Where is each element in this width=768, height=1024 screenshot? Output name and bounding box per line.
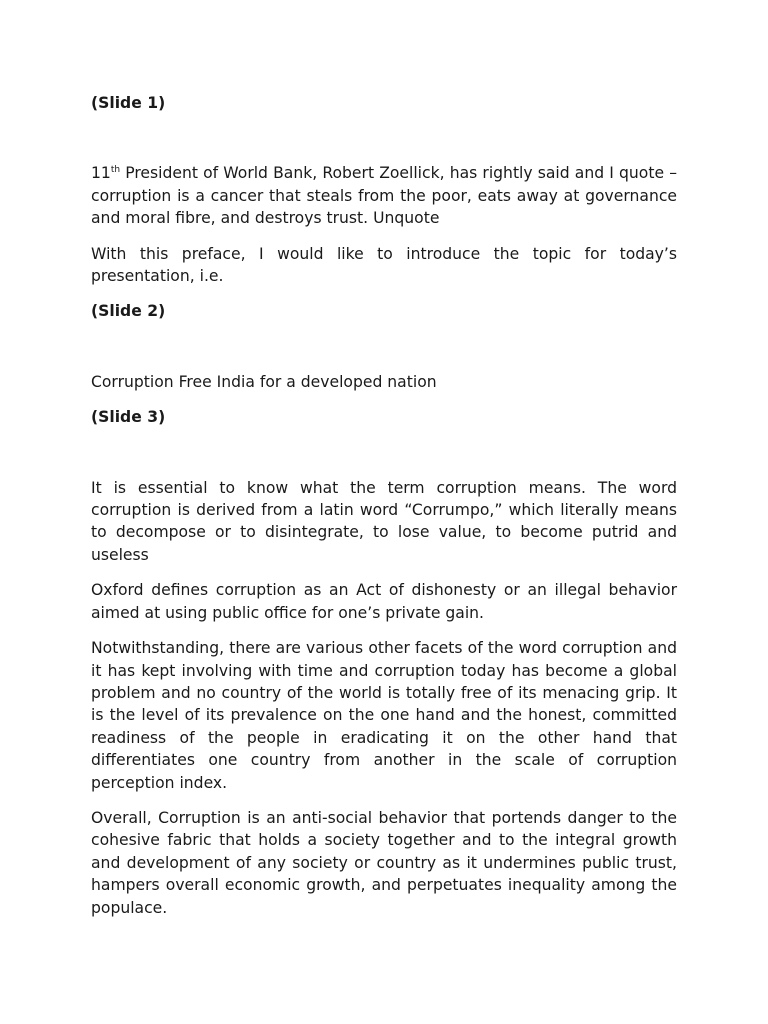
topic-line: Corruption Free India for a developed nation [91,372,437,391]
document-page [91,92,677,919]
preface-paragraph: With this preface, I would like to introduce the topic for today’s presentation, i.e. [91,244,677,286]
overall-paragraph: Overall, Corruption is an anti-social behavior that portends danger to the cohesive fabric that holds a society together and to the integral growth and development of any society or country as it undermines public trust, hampers overall economic growth, and perpetuates inequality among the populace. [91,808,677,917]
slide-1-heading: (Slide 1) [91,94,166,112]
slide-3-heading: (Slide 3) [91,408,166,427]
quote-text: President of World Bank, Robert Zoellick, has rightly said and I quote – corruption is a cancer that steals from the poor, eats away at governance and moral fibre, and destroys trust. Unquote [91,164,677,228]
ordinal-suffix: th [110,165,121,176]
facets-paragraph: Notwithstanding, there are various other facets of the word corruption and it has kept involving with time and corruption today has become a global problem and no country of the world is totally free of its menacing grip. It is the level of its prevalence on the one hand and the honest, committed readiness of the people in eradicating it on the other hand that differentiates one country from another in the scale of corruption perception index. [91,639,677,792]
oxford-paragraph: Oxford defines corruption as an Act of dishonesty or an illegal behavior aimed at using public office for one’s private gain. [91,581,677,622]
slide-2-heading: (Slide 2) [91,302,166,321]
ordinal-number: 11 [91,164,111,183]
definition-paragraph: It is essential to know what the term corruption means. The word corruption is derived from a latin word “Corrumpo,” which literally means to decompose or to disintegrate, to lose value, to become putrid and useless [91,478,677,564]
zoellick-quote-paragraph [91,162,677,229]
